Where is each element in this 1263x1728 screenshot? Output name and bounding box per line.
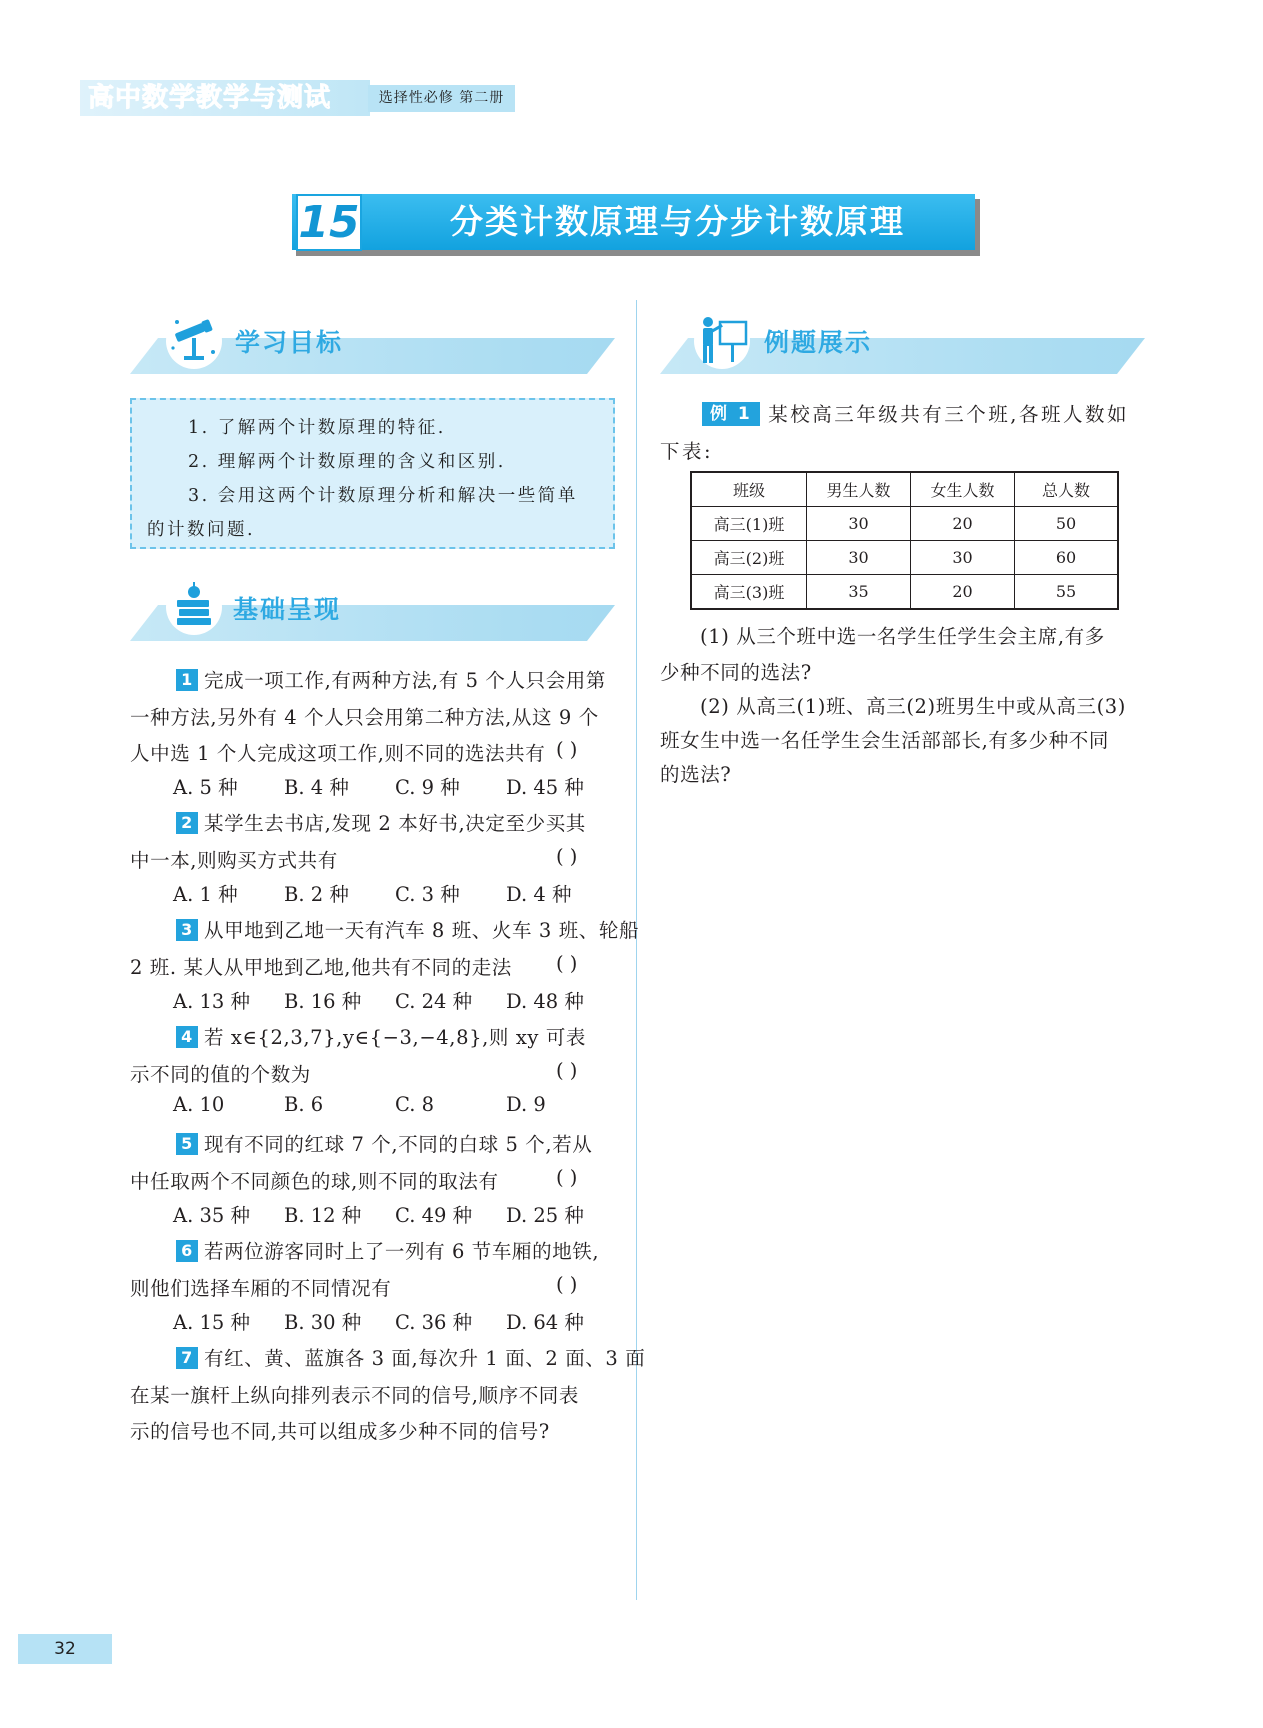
answer-parentheses: ( ) bbox=[556, 845, 578, 868]
table-cell: 30 bbox=[807, 541, 911, 575]
question-7-line: 在某一旗杆上纵向排列表示不同的信号,顺序不同表 bbox=[130, 1384, 579, 1407]
page-number: 32 bbox=[54, 1639, 76, 1659]
chapter-number: 15 bbox=[298, 197, 360, 248]
option-d: D. 48 种 bbox=[506, 990, 584, 1013]
question-6-line: 则他们选择车厢的不同情况有 bbox=[130, 1277, 392, 1300]
question-7-line: 示的信号也不同,共可以组成多少种不同的信号? bbox=[130, 1420, 550, 1443]
option-a: A. 5 种 bbox=[173, 776, 238, 799]
telescope-icon bbox=[165, 312, 223, 370]
table-row bbox=[691, 575, 1118, 610]
question-4-line: 示不同的值的个数为 bbox=[130, 1063, 311, 1086]
table-cell: 30 bbox=[911, 541, 1015, 575]
table-cell: 30 bbox=[807, 507, 911, 541]
answer-parentheses: ( ) bbox=[556, 1166, 578, 1189]
option-b: B. 4 种 bbox=[284, 776, 349, 799]
option-a: A. 10 bbox=[173, 1093, 225, 1116]
option-c: C. 36 种 bbox=[395, 1311, 473, 1334]
option-d: D. 45 种 bbox=[506, 776, 584, 799]
example-1-part: 的选法? bbox=[660, 763, 732, 786]
table-header-row bbox=[691, 472, 1118, 507]
question-number: 5 bbox=[176, 1133, 198, 1155]
table-cell: 20 bbox=[911, 507, 1015, 541]
question-3-line: 2 班. 某人从甲地到乙地,他共有不同的走法 bbox=[130, 956, 512, 979]
column-divider bbox=[636, 300, 637, 1600]
question-number: 3 bbox=[176, 919, 198, 941]
option-b: B. 12 种 bbox=[284, 1204, 362, 1227]
answer-parentheses: ( ) bbox=[556, 1273, 578, 1296]
teacher-board-icon bbox=[693, 312, 751, 370]
question-3-line: 3 从甲地到乙地一天有汽车 8 班、火车 3 班、轮船 bbox=[176, 915, 639, 943]
question-6-line: 6 若两位游客同时上了一列有 6 节车厢的地铁, bbox=[176, 1236, 599, 1264]
question-1-line: 1 完成一项工作,有两种方法,有 5 个人只会用第 bbox=[176, 665, 606, 693]
table-cell: 高三(1)班 bbox=[691, 507, 807, 541]
option-c: C. 8 bbox=[395, 1093, 435, 1116]
question-7-line: 7 有红、黄、蓝旗各 3 面,每次升 1 面、2 面、3 面 bbox=[176, 1343, 645, 1371]
table-row bbox=[691, 541, 1118, 575]
option-b: B. 6 bbox=[284, 1093, 324, 1116]
option-c: C. 9 种 bbox=[395, 776, 460, 799]
example-1-intro: 下表: bbox=[660, 440, 714, 463]
table-cell: 50 bbox=[1015, 507, 1119, 541]
question-1-line: 一种方法,另外有 4 个人只会用第二种方法,从这 9 个 bbox=[130, 706, 599, 729]
option-c: C. 24 种 bbox=[395, 990, 473, 1013]
option-c: C. 3 种 bbox=[395, 883, 460, 906]
chapter-title: 分类计数原理与分步计数原理 bbox=[450, 202, 905, 241]
answer-parentheses: ( ) bbox=[556, 1059, 578, 1082]
book-title: 高中数学教学与测试 bbox=[88, 83, 332, 113]
option-b: B. 16 种 bbox=[284, 990, 362, 1013]
option-d: D. 9 bbox=[506, 1093, 546, 1116]
option-b: B. 30 种 bbox=[284, 1311, 362, 1334]
option-b: B. 2 种 bbox=[284, 883, 349, 906]
table-header-cell: 班级 bbox=[691, 472, 807, 507]
example-1-part: 班女生中选一名任学生会生活部部长,有多少种不同 bbox=[660, 729, 1109, 752]
table-cell: 20 bbox=[911, 575, 1015, 610]
option-a: A. 15 种 bbox=[173, 1311, 250, 1334]
question-number: 2 bbox=[176, 812, 198, 834]
table-cell: 60 bbox=[1015, 541, 1119, 575]
goal-item: 3. 会用这两个计数原理分析和解决一些简单 bbox=[188, 486, 578, 506]
goals-section-title: 学习目标 bbox=[235, 328, 344, 357]
option-a: A. 35 种 bbox=[173, 1204, 250, 1227]
examples-section-title: 例题展示 bbox=[764, 328, 873, 357]
question-2-line: 2 某学生去书店,发现 2 本好书,决定至少买其 bbox=[176, 808, 586, 836]
option-d: D. 4 种 bbox=[506, 883, 572, 906]
table-header-cell: 女生人数 bbox=[911, 472, 1015, 507]
goal-item: 1. 了解两个计数原理的特征. bbox=[188, 418, 446, 438]
option-d: D. 25 种 bbox=[506, 1204, 584, 1227]
table-header-cell: 总人数 bbox=[1015, 472, 1119, 507]
goal-item: 的计数问题. bbox=[147, 520, 256, 540]
table-cell: 35 bbox=[807, 575, 911, 610]
table-cell: 55 bbox=[1015, 575, 1119, 610]
answer-parentheses: ( ) bbox=[556, 952, 578, 975]
question-5-line: 中任取两个不同颜色的球,则不同的取法有 bbox=[130, 1170, 499, 1193]
question-number: 4 bbox=[176, 1026, 198, 1048]
option-d: D. 64 种 bbox=[506, 1311, 584, 1334]
table-header-cell: 男生人数 bbox=[807, 472, 911, 507]
question-number: 7 bbox=[176, 1347, 198, 1369]
table-cell: 高三(3)班 bbox=[691, 575, 807, 610]
option-a: A. 13 种 bbox=[173, 990, 250, 1013]
answer-parentheses: ( ) bbox=[556, 738, 578, 761]
example-tag: 例 1 bbox=[702, 402, 760, 426]
example-1-part: 少种不同的选法? bbox=[660, 661, 812, 684]
option-c: C. 49 种 bbox=[395, 1204, 473, 1227]
example-1-part: (1) 从三个班中选一名学生任学生会主席,有多 bbox=[700, 625, 1105, 648]
question-1-line: 人中选 1 个人完成这项工作,则不同的选法共有 bbox=[130, 742, 546, 765]
book-volume: 选择性必修 第二册 bbox=[368, 85, 515, 112]
basics-section-title: 基础呈现 bbox=[233, 595, 342, 624]
question-2-line: 中一本,则购买方式共有 bbox=[130, 849, 338, 872]
books-apple-icon bbox=[165, 578, 223, 636]
table-cell: 高三(2)班 bbox=[691, 541, 807, 575]
example-1-intro: 例 1 某校高三年级共有三个班,各班人数如 bbox=[702, 399, 1129, 427]
option-a: A. 1 种 bbox=[173, 883, 238, 906]
question-5-line: 5 现有不同的红球 7 个,不同的白球 5 个,若从 bbox=[176, 1129, 592, 1157]
question-number: 1 bbox=[176, 669, 198, 691]
goal-item: 2. 理解两个计数原理的含义和区别. bbox=[188, 452, 506, 472]
question-4-line: 4 若 x∈{2,3,7},y∈{−3,−4,8},则 xy 可表 bbox=[176, 1022, 586, 1050]
question-number: 6 bbox=[176, 1240, 198, 1262]
class-size-table bbox=[690, 471, 1119, 610]
example-1-part: (2) 从高三(1)班、高三(2)班男生中或从高三(3) bbox=[700, 695, 1126, 718]
table-row bbox=[691, 507, 1118, 541]
